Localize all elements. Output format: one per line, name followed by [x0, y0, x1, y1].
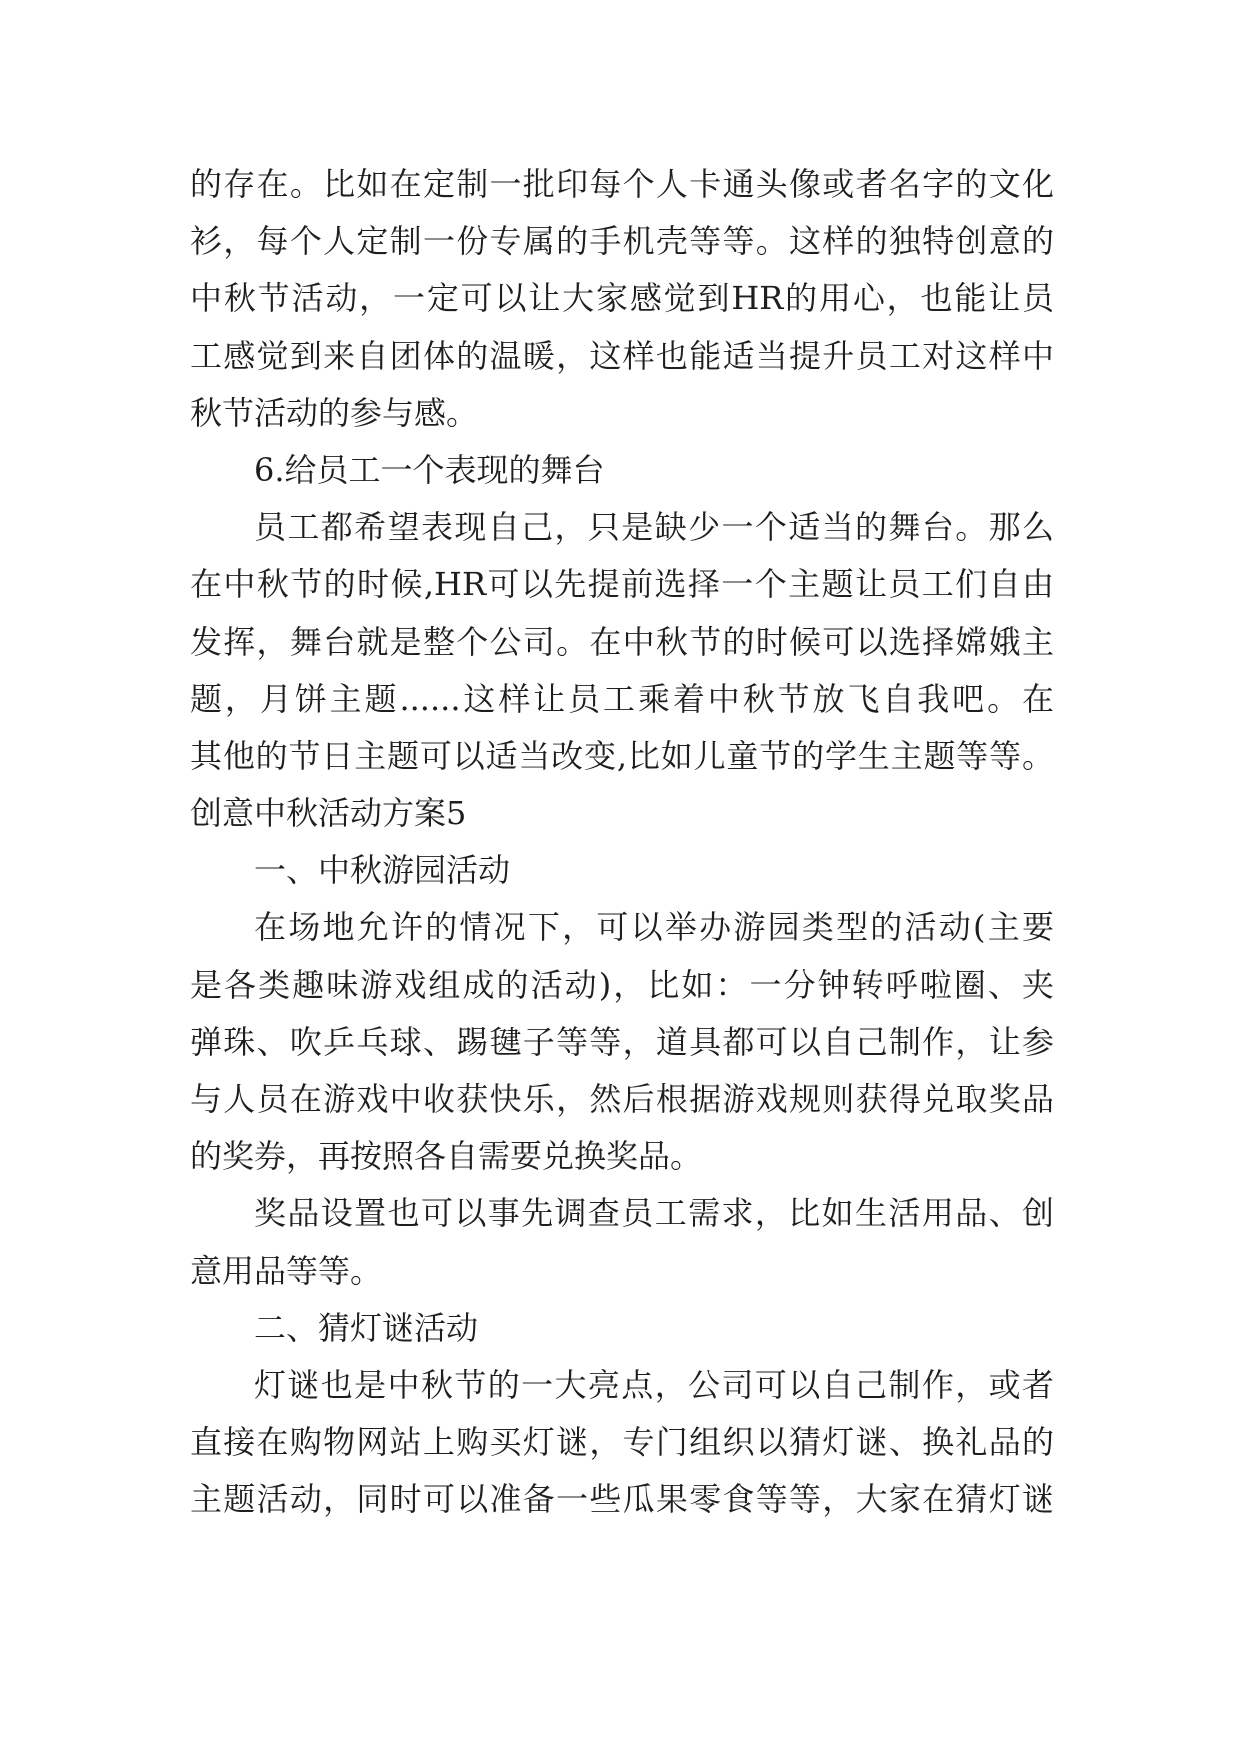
text-line: 在中秋节的时候,HR可以先提前选择一个主题让员工们自由: [190, 565, 1054, 604]
document-title: 创意中秋活动方案5: [190, 794, 467, 833]
text-line: 直接在购物网站上购买灯谜，专门组织以猜灯谜、换礼品的: [190, 1423, 1054, 1462]
text-line: 主题活动，同时可以准备一些瓜果零食等等，大家在猜灯谜: [190, 1480, 1054, 1519]
text-line: 衫，每个人定制一份专属的手机壳等等。这样的独特创意的: [190, 222, 1054, 261]
text-line: 与人员在游戏中收获快乐，然后根据游戏规则获得兑取奖品: [190, 1080, 1054, 1118]
text-line: 其他的节日主题可以适当改变,比如儿童节的学生主题等等。: [190, 736, 1054, 775]
paragraph-first-line: 员工都希望表现自己，只是缺少一个适当的舞台。那么: [254, 508, 1054, 547]
text-line: 的奖券，再按照各自需要兑换奖品。: [190, 1137, 703, 1176]
text-line: 的存在。比如在定制一批印每个人卡通头像或者名字的文化: [190, 165, 1054, 203]
paragraph-first-line: 在场地允许的情况下，可以举办游园类型的活动(主要: [254, 908, 1054, 947]
document-body: [190, 156, 1054, 1529]
text-line: 工感觉到来自团体的温暖，这样也能适当提升员工对这样中: [190, 336, 1054, 375]
text-line: 是各类趣味游戏组成的活动)，比如：一分钟转呼啦圈、夹: [190, 965, 1054, 1004]
text-line: 中秋节活动，一定可以让大家感觉到HR的用心，也能让员: [190, 279, 1054, 318]
text-line: 发挥，舞台就是整个公司。在中秋节的时候可以选择嫦娥主: [190, 622, 1054, 661]
section-heading: 6.给员工一个表现的舞台: [254, 450, 605, 489]
section-heading: 二、猜灯谜活动: [254, 1308, 479, 1347]
text-line: 秋节活动的参与感。: [190, 393, 479, 432]
section-heading: 一、中秋游园活动: [254, 851, 511, 890]
paragraph-first-line: 灯谜也是中秋节的一大亮点，公司可以自己制作，或者: [254, 1365, 1054, 1404]
text-line: 题，月饼主题......这样让员工乘着中秋节放飞自我吧。在: [190, 679, 1054, 718]
text-line: 弹珠、吹乒乓球、踢毽子等等，道具都可以自己制作，让参: [190, 1022, 1054, 1061]
paragraph-first-line: 奖品设置也可以事先调查员工需求，比如生活用品、创: [254, 1194, 1054, 1233]
text-line: 意用品等等。: [190, 1251, 383, 1290]
